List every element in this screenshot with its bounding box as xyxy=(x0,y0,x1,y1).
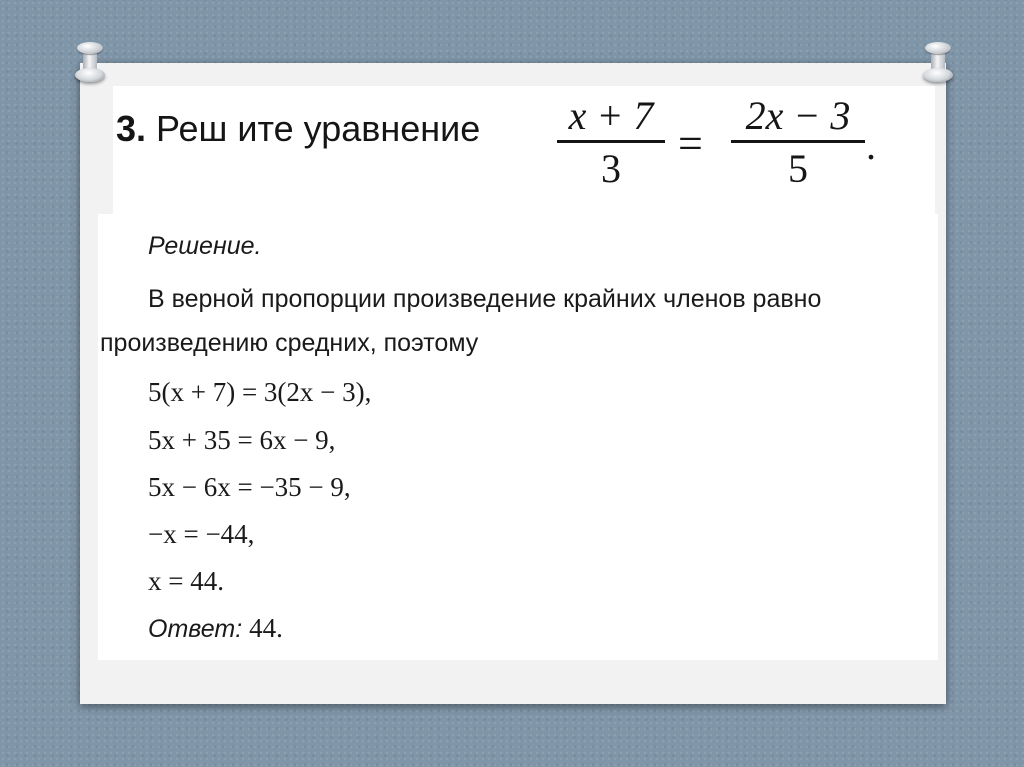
answer-line xyxy=(148,613,283,644)
step-1: 5(x + 7) = 3(2x − 3), xyxy=(148,377,372,407)
pushpin-right-icon xyxy=(923,42,953,92)
lhs-denominator: 3 xyxy=(601,146,621,191)
lhs-fraction xyxy=(557,94,665,191)
rhs-denominator: 5 xyxy=(788,146,808,191)
answer-label: Ответ: xyxy=(148,615,243,643)
rhs-numerator: 2x − 3 xyxy=(745,93,851,138)
lhs-fraction-bar xyxy=(557,140,665,143)
step-3: 5x − 6x = −35 − 9, xyxy=(148,472,351,502)
problem-number: 3. xyxy=(116,108,147,149)
problem-title xyxy=(116,108,480,150)
answer-value: 44. xyxy=(249,613,283,643)
step-5: x = 44. xyxy=(148,566,224,596)
lhs-numerator: x + 7 xyxy=(568,93,654,138)
step-2: 5x + 35 = 6x − 9, xyxy=(148,425,336,455)
solution-paragraph-line-2: произведению средних, поэтому xyxy=(100,329,479,357)
rhs-fraction xyxy=(731,94,865,191)
solution-heading: Решение. xyxy=(148,232,262,260)
equation-period: . xyxy=(866,123,876,168)
problem-text: Реш ите уравнение xyxy=(156,108,481,149)
pushpin-left-icon xyxy=(75,42,105,92)
equation-equals: = xyxy=(678,119,703,168)
rhs-fraction-bar xyxy=(731,140,865,143)
step-4: −x = −44, xyxy=(148,519,255,549)
solution-paragraph-line-1: В верной пропорции произведение крайних членов равно xyxy=(148,285,822,313)
